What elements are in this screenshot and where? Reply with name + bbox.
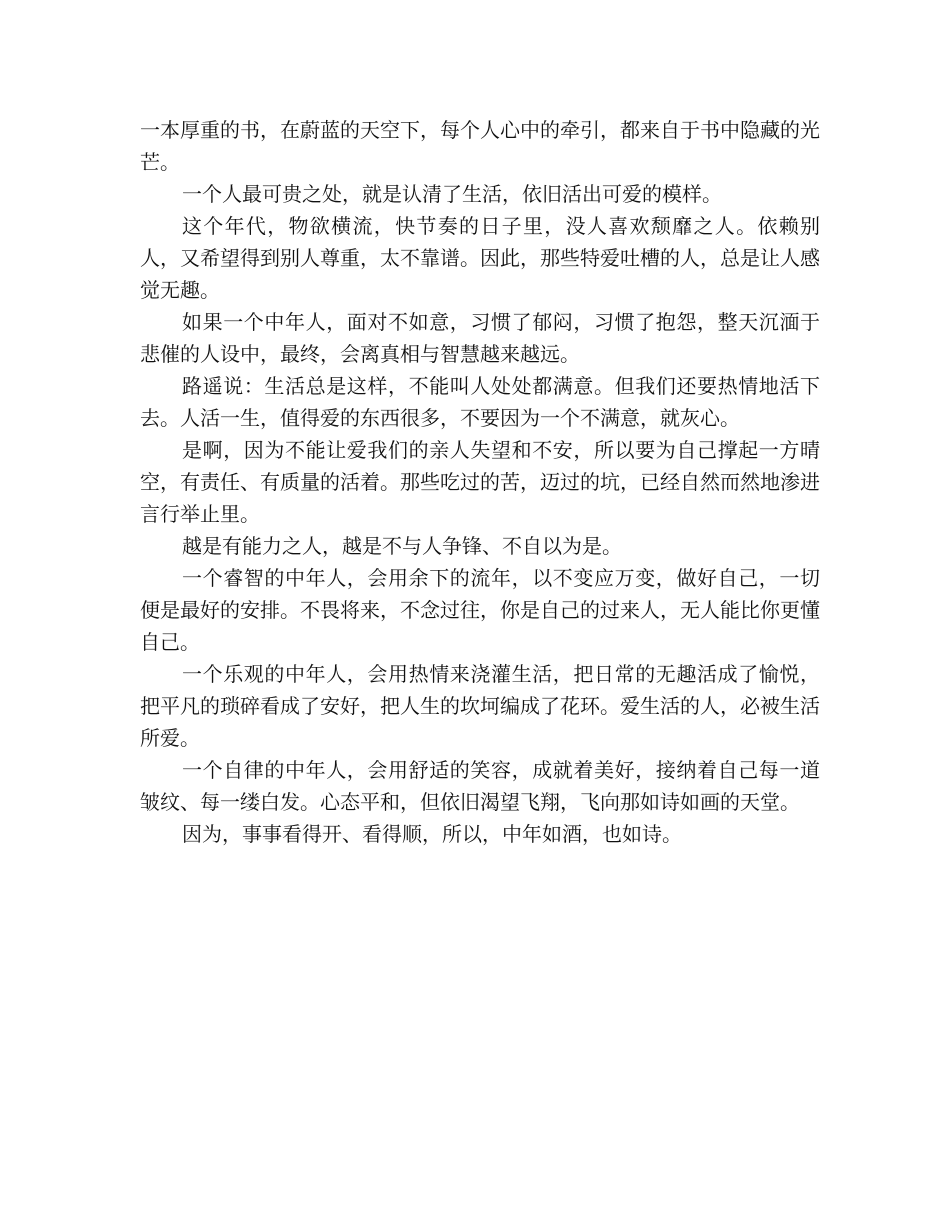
paragraph: 这个年代，物欲横流，快节奏的日子里，没人喜欢颓靡之人。依赖别人，又希望得到别人尊重，太不靠谱。因此，那些特爱吐槽的人，总是让人感觉无趣。 bbox=[140, 214, 820, 302]
paragraph: 一个人最可贵之处，就是认清了生活，依旧活出可爱的模样。 bbox=[182, 182, 722, 206]
paragraph: 一本厚重的书，在蔚蓝的天空下，每个人心中的牵引，都来自于书中隐藏的光芒。 bbox=[140, 118, 820, 174]
paragraph: 越是有能力之人，越是不与人争锋、不自以为是。 bbox=[182, 534, 622, 558]
paragraph: 一个自律的中年人，会用舒适的笑容，成就着美好，接纳着自己每一道皱纹、每一缕白发。心态平和，但依旧渴望飞翔，飞向那如诗如画的天堂。 bbox=[140, 758, 820, 814]
paragraph: 一个睿智的中年人，会用余下的流年，以不变应万变，做好自己，一切便是最好的安排。不畏将来，不念过往，你是自己的过来人，无人能比你更懂自己。 bbox=[140, 566, 820, 654]
paragraph: 是啊，因为不能让爱我们的亲人失望和不安，所以要为自己撑起一方晴空，有责任、有质量的活着。那些吃过的苦，迈过的坑，已经自然而然地渗进言行举止里。 bbox=[140, 438, 820, 526]
paragraph: 因为，事事看得开、看得顺，所以，中年如酒，也如诗。 bbox=[182, 822, 682, 846]
paragraph: 如果一个中年人，面对不如意，习惯了郁闷，习惯了抱怨，整天沉湎于悲催的人设中，最终，会离真相与智慧越来越远。 bbox=[140, 310, 820, 366]
document-body bbox=[140, 114, 820, 850]
paragraph: 路遥说：生活总是这样，不能叫人处处都满意。但我们还要热情地活下去。人活一生，值得爱的东西很多，不要因为一个不满意，就灰心。 bbox=[140, 374, 820, 430]
paragraph: 一个乐观的中年人，会用热情来浇灌生活，把日常的无趣活成了愉悦，把平凡的琐碎看成了安好，把人生的坎坷编成了花环。爱生活的人，必被生活所爱。 bbox=[140, 662, 820, 750]
